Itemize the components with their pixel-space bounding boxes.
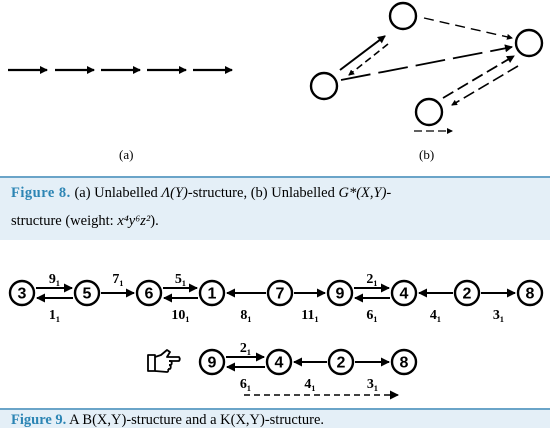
graph-node-label: 8 bbox=[525, 285, 535, 303]
caption-text-1: (a) Unlabelled bbox=[74, 185, 162, 201]
caption-line-1 bbox=[11, 178, 544, 208]
graph-node-label: 2 bbox=[336, 354, 346, 372]
graph-node-label: 1 bbox=[207, 285, 217, 303]
edge-label: 2₁ bbox=[366, 272, 378, 287]
graph-node-label: 7 bbox=[275, 285, 285, 303]
edge-label: 6₁ bbox=[239, 377, 252, 392]
edge-label: 7₁ bbox=[112, 272, 124, 287]
edge-label: 3₁ bbox=[366, 377, 379, 392]
graph-node-label: 3 bbox=[17, 285, 27, 303]
caption-line2-end: ). bbox=[150, 213, 159, 229]
caption-line-2 bbox=[11, 206, 544, 236]
node-bottom bbox=[416, 99, 442, 125]
figure-8-caption bbox=[0, 176, 550, 240]
edge-label: 10₁ bbox=[171, 308, 190, 323]
node-left bbox=[311, 73, 337, 99]
graph-node-label: 6 bbox=[144, 285, 154, 303]
graph-node-label: 4 bbox=[399, 285, 409, 303]
caption-math-g: G*(X,Y) bbox=[338, 185, 387, 201]
graph-node-label: 9 bbox=[207, 354, 217, 372]
graph-node-label: 4 bbox=[274, 354, 284, 372]
node-right bbox=[516, 30, 542, 56]
figure-8b-graph bbox=[311, 3, 542, 131]
caption-line2-text: structure (weight: bbox=[11, 213, 118, 229]
caption-text-3: - bbox=[386, 185, 392, 201]
edge-label: 1₁ bbox=[48, 308, 61, 323]
edge-label: 2₁ bbox=[239, 341, 252, 356]
edge-label: 5₁ bbox=[174, 272, 187, 287]
pointing-hand-icon bbox=[147, 347, 181, 377]
edge-label: 8₁ bbox=[240, 308, 252, 323]
graph-node-label: 9 bbox=[335, 285, 345, 303]
graph-node-label: 5 bbox=[82, 285, 92, 303]
edge-label: 9₁ bbox=[48, 272, 61, 287]
figure-9-nodes bbox=[10, 281, 542, 374]
edge-label: 4₁ bbox=[429, 308, 442, 323]
sublabel-b: (b) bbox=[419, 147, 435, 162]
graph-node-label: 8 bbox=[399, 354, 409, 372]
figure-9-label: Figure 9. bbox=[11, 412, 67, 428]
figure-9-caption-text: A B(X,Y)-structure and a K(X,Y)-structure. bbox=[69, 412, 325, 428]
node-top bbox=[390, 3, 416, 29]
figure-8-diagram bbox=[0, 0, 550, 170]
sublabel-a: (a) bbox=[119, 147, 134, 162]
edge-label: 3₁ bbox=[492, 308, 505, 323]
figure-9-caption bbox=[0, 408, 550, 428]
caption-math-weight: x⁴y⁶z² bbox=[117, 213, 151, 229]
graph-node-label: 2 bbox=[462, 285, 472, 303]
caption-math-lambda: Λ(Y) bbox=[161, 185, 188, 201]
edge-label: 11₁ bbox=[301, 308, 319, 323]
edge-label: 6₁ bbox=[366, 308, 378, 323]
figure-8-label: Figure 8. bbox=[11, 185, 71, 201]
figure-9-diagram bbox=[0, 250, 550, 410]
edge-label: 4₁ bbox=[304, 377, 316, 392]
caption-text-2: -structure, (b) Unlabelled bbox=[187, 185, 339, 201]
